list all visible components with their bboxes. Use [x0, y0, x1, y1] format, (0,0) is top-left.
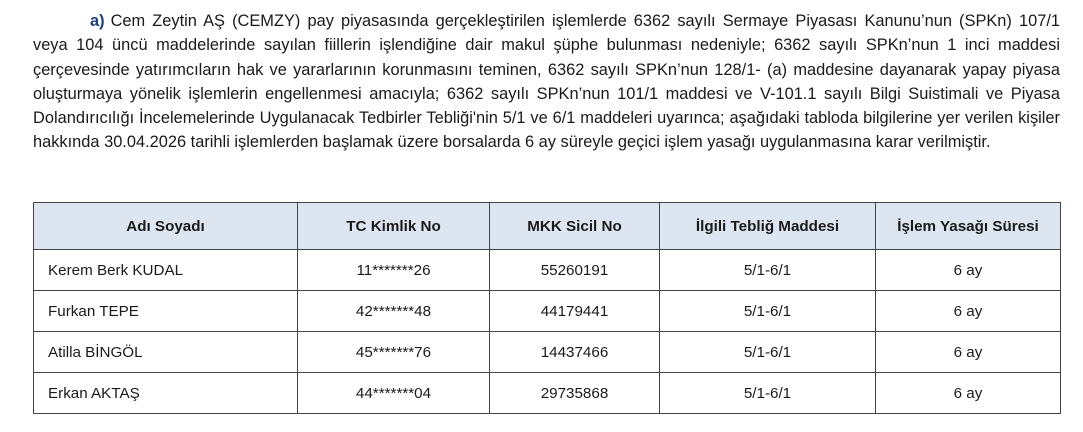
table-row [34, 250, 1061, 291]
header-tc-id: TC Kimlik No [298, 203, 490, 250]
cell-mkk-number: 44179441 [490, 291, 660, 332]
header-mkk-number: MKK Sicil No [490, 203, 660, 250]
cell-ban-duration: 6 ay [876, 291, 1061, 332]
cell-regulation-article: 5/1-6/1 [660, 250, 876, 291]
cell-mkk-number: 55260191 [490, 250, 660, 291]
table-row [34, 291, 1061, 332]
table-row [34, 373, 1061, 414]
decision-paragraph [33, 9, 1060, 155]
cell-ban-duration: 6 ay [876, 373, 1061, 414]
cell-regulation-article: 5/1-6/1 [660, 291, 876, 332]
header-name: Adı Soyadı [34, 203, 298, 250]
cell-tc-id: 45*******76 [298, 332, 490, 373]
cell-name: Erkan AKTAŞ [34, 373, 298, 414]
paragraph-marker: a) [90, 12, 105, 30]
cell-name: Atilla BİNGÖL [34, 332, 298, 373]
header-ban-duration: İşlem Yasağı Süresi [876, 203, 1061, 250]
trading-ban-table [33, 202, 1061, 414]
cell-tc-id: 42*******48 [298, 291, 490, 332]
cell-name: Kerem Berk KUDAL [34, 250, 298, 291]
cell-tc-id: 44*******04 [298, 373, 490, 414]
cell-mkk-number: 29735868 [490, 373, 660, 414]
table-header-row [34, 203, 1061, 250]
table-row [34, 332, 1061, 373]
header-regulation-article: İlgili Tebliğ Maddesi [660, 203, 876, 250]
cell-mkk-number: 14437466 [490, 332, 660, 373]
cell-regulation-article: 5/1-6/1 [660, 373, 876, 414]
cell-ban-duration: 6 ay [876, 250, 1061, 291]
cell-regulation-article: 5/1-6/1 [660, 332, 876, 373]
cell-name: Furkan TEPE [34, 291, 298, 332]
cell-ban-duration: 6 ay [876, 332, 1061, 373]
paragraph-text: Cem Zeytin AŞ (CEMZY) pay piyasasında gerçekleştirilen işlemlerde 6362 sayılı Sermaye Piyasası Kanunu’nun (SPKn) 107/1 veya 104 üncü maddelerinde sayılan fiillerin işlendiğine dair makul şüphe bulunması nedeniyle; 6362 sayılı SPKn’nun 1 inci maddesi çerçevesinde yatırımcıların hak ve yararlarının korunmasını teminen, 6362 sayılı SPKn’nun 128/1- (a) maddesine dayanarak yapay piyasa oluşturmaya yönelik işlemlerin engellenmesi amacıyla; 6362 sayılı SPKn’nun 101/1 maddesi ve V-101.1 sayılı Bilgi Suistimali ve Piyasa Dolandırıcılığı İncelemelerinde Uygulanacak Tedbirler Tebliği'nin 5/1 ve 6/1 maddeleri uyarınca; aşağıdaki tabloda bilgilerine yer verilen kişiler hakkında 30.04.2026 tarihli işlemlerden başlamak üzere borsalarda 6 ay süreyle geçici işlem yasağı uygulanmasına karar verilmiştir. [33, 12, 1060, 152]
cell-tc-id: 11*******26 [298, 250, 490, 291]
